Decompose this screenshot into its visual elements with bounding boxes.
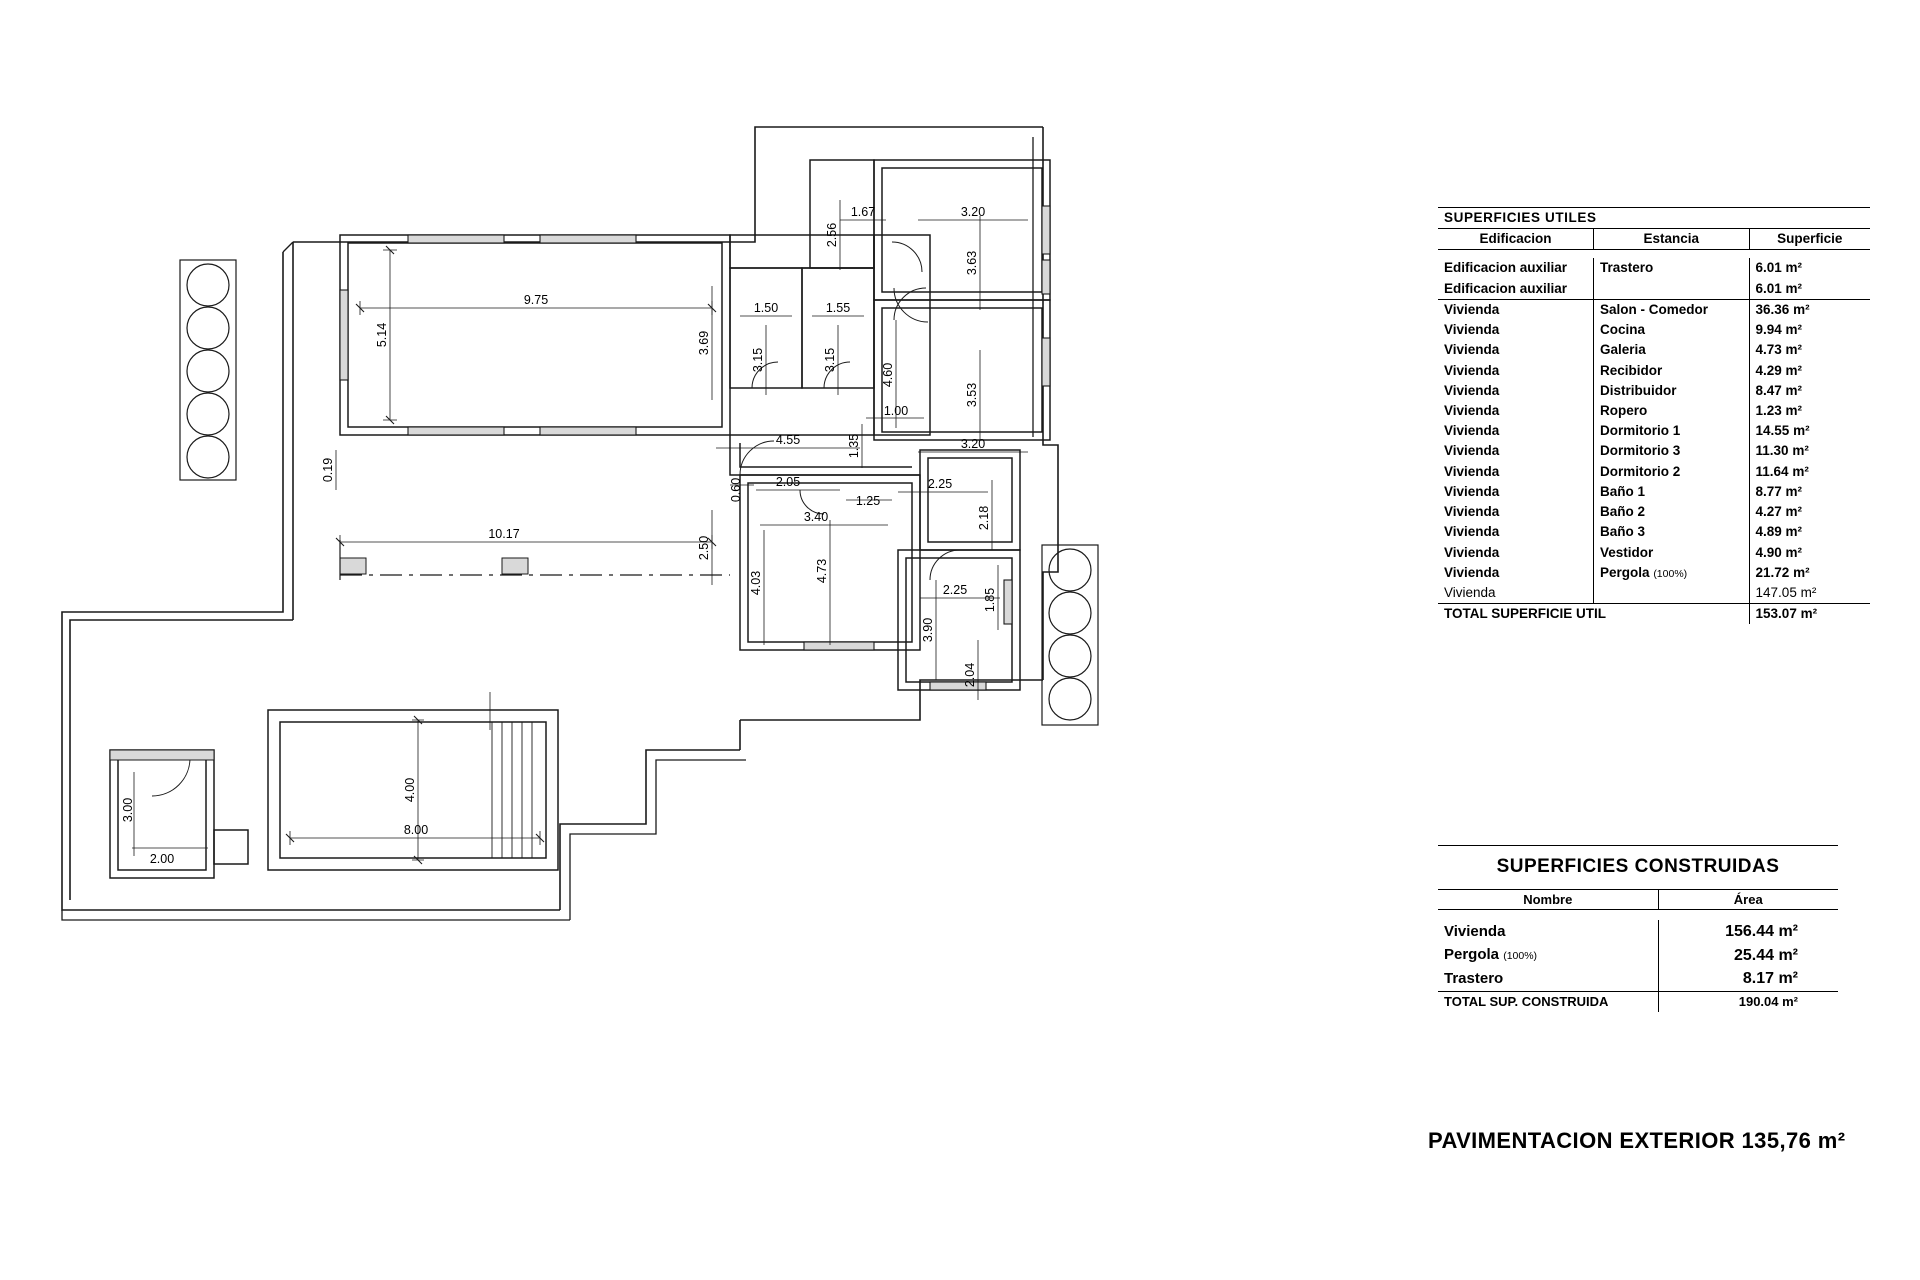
dim-2-18: 2.18 [977,505,991,531]
cell-edificacion: Vivienda [1438,381,1594,401]
salon-walls [340,235,730,435]
construidas-header-row [1438,889,1838,910]
cell-estancia: Recibidor [1594,361,1750,381]
dim-1-67: 1.67 [850,205,876,219]
cell-edificacion: Vivienda [1438,563,1594,583]
cell-area: 25.44 m² [1733,946,1798,964]
table-row [1438,944,1838,968]
dim-3-90: 3.90 [921,617,935,643]
table-row [1438,320,1870,340]
dim-9-75: 9.75 [523,293,549,307]
cell-superficie: 21.72 m² [1755,564,1810,580]
table-row [1438,920,1838,944]
cell-edificacion: Vivienda [1438,502,1594,522]
dim-3-15-b: 3.15 [823,347,837,373]
nombre-label: Vivienda [1444,922,1506,940]
dim-2-50: 2.50 [697,535,711,561]
terrace-step-inner [570,760,746,920]
dim-1-50: 1.50 [753,301,779,315]
superficies-construidas-table [1438,845,1838,1012]
dim-3-63: 3.63 [965,250,979,276]
cell-estancia: Dormitorio 1 [1594,421,1750,441]
table-row [1438,502,1870,522]
table-row [1438,462,1870,482]
utiles-title: SUPERFICIES UTILES [1438,208,1870,229]
cell-nombre [1438,944,1658,968]
dim-1-25: 1.25 [855,494,881,508]
floor-plan [40,20,1400,1260]
dim-8-00: 8.00 [403,823,429,837]
table-row [1438,967,1838,991]
cell-edificacion: Vivienda [1438,543,1594,563]
construidas-title: SUPERFICIES CONSTRUIDAS [1438,846,1838,890]
table-row [1438,522,1870,542]
cell-superficie: 8.77 m² [1755,483,1803,499]
cell-superficie: 4.90 m² [1755,544,1803,560]
cell-estancia [1594,279,1750,300]
table-row [1438,340,1870,360]
nombre-label: Pergola [1444,946,1500,964]
cell-estancia: Baño 1 [1594,482,1750,502]
dim-2-25-a: 2.25 [927,477,953,491]
dim-2-05: 2.05 [775,475,801,489]
table-row [1438,258,1870,278]
estancia-label: Pergola [1600,564,1650,580]
utiles-total-label: TOTAL SUPERFICIE UTIL [1438,604,1749,625]
cell-superficie: 1.23 m² [1755,402,1803,418]
lower-windows [804,580,1012,690]
construidas-col-nombre: Nombre [1438,889,1658,910]
dim-1-85: 1.85 [983,587,997,613]
cell-estancia [1594,563,1750,583]
tree-row-left [180,260,236,480]
table-row [1438,361,1870,381]
construidas-total-label: TOTAL SUP. CONSTRUIDA [1438,991,1658,1011]
cell-superficie: 11.30 m² [1755,443,1809,459]
corridor-walls [730,435,920,475]
dim-5-14: 5.14 [375,322,389,348]
table-row [1438,482,1870,502]
cell-edificacion: Vivienda [1438,441,1594,461]
cell-estancia: Salon - Comedor [1594,299,1750,320]
cell-edificacion: Edificacion auxiliar [1438,279,1594,300]
cell-superficie: 6.01 m² [1755,260,1803,276]
cell-area: 156.44 m² [1725,923,1798,941]
dim-4-60: 4.60 [881,362,895,388]
table-row [1438,299,1870,320]
cell-estancia: Distribuidor [1594,381,1750,401]
table-row [1438,279,1870,300]
dim-3-69: 3.69 [697,330,711,356]
terrace-corner-1 [283,242,293,252]
cell-estancia: Baño 3 [1594,522,1750,542]
terrace-outline-inner [62,252,560,910]
table-row [1438,421,1870,441]
dim-10-17: 10.17 [488,527,520,541]
dim-2-25-b: 2.25 [942,583,968,597]
construidas-col-area: Área [1658,889,1838,910]
pavimentacion-exterior-note: PAVIMENTACION EXTERIOR 135,76 m² [1428,1128,1846,1153]
cell-edificacion: Vivienda [1438,320,1594,340]
floor-plan-svg [40,20,1400,1260]
utiles-col-estancia: Estancia [1594,229,1750,250]
cell-estancia [1594,583,1750,604]
dim-1-00: 1.00 [883,404,909,418]
cell-nombre [1438,967,1658,991]
construidas-total-value: 190.04 m² [1738,993,1798,1009]
dim-3-20-b: 3.20 [960,437,986,451]
cell-superficie: 14.55 m² [1755,423,1810,439]
cell-area: 8.17 m² [1742,970,1798,988]
dim-3-40: 3.40 [803,510,829,524]
table-row [1438,441,1870,461]
cell-edificacion: Vivienda [1438,583,1594,604]
superficies-utiles-table [1438,207,1870,624]
cell-edificacion: Vivienda [1438,522,1594,542]
cell-estancia: Dormitorio 3 [1594,441,1750,461]
table-row [1438,401,1870,421]
pergola-post-2 [502,558,528,574]
dim-4-00: 4.00 [403,777,417,803]
cell-estancia: Galeria [1594,340,1750,360]
cell-superficie: 4.89 m² [1755,524,1803,540]
terrace-bottom [62,910,570,920]
cell-superficie: 9.94 m² [1755,322,1803,338]
cell-superficie: 36.36 m² [1755,301,1810,317]
cell-superficie: 4.73 m² [1755,342,1803,358]
terrace-right-lower [740,680,1043,720]
utiles-col-superficie: Superficie [1749,229,1870,250]
dim-4-73: 4.73 [815,558,829,584]
dim-2-56: 2.56 [825,222,839,248]
dim-1-55: 1.55 [825,301,851,315]
dim-4-55: 4.55 [775,433,801,447]
dim-0-19: 0.19 [321,457,335,483]
cell-estancia: Baño 2 [1594,502,1750,522]
cell-edificacion: Vivienda [1438,401,1594,421]
dim-2-04: 2.04 [963,662,977,688]
cell-superficie: 4.27 m² [1755,504,1803,520]
table-row [1438,563,1870,583]
terrace-step [560,750,740,910]
pergola-post-1 [340,558,366,574]
utiles-col-edificacion: Edificacion [1438,229,1594,250]
dimension-ticks [286,246,716,864]
cell-nombre [1438,920,1658,944]
nombre-note: (100%) [1503,950,1538,963]
dim-2-00: 2.00 [149,852,175,866]
plot-boundary [288,124,1040,680]
dim-1-35: 1.35 [847,433,861,459]
dim-3-53: 3.53 [965,382,979,408]
cell-edificacion: Vivienda [1438,299,1594,320]
cell-edificacion: Vivienda [1438,482,1594,502]
cell-estancia: Cocina [1594,320,1750,340]
table-row [1438,381,1870,401]
cell-superficie: 11.64 m² [1755,463,1809,479]
dim-3-00: 3.00 [121,797,135,823]
cell-edificacion: Vivienda [1438,361,1594,381]
utiles-header-row [1438,229,1870,250]
cell-superficie: 8.47 m² [1755,382,1803,398]
cell-superficie: 147.05 m² [1755,584,1817,600]
dim-4-03: 4.03 [749,570,763,596]
cell-edificacion: Edificacion auxiliar [1438,258,1594,278]
utiles-total-value: 153.07 m² [1755,606,1818,622]
cell-estancia: Dormitorio 2 [1594,462,1750,482]
dim-3-15-a: 3.15 [751,347,765,373]
estancia-note: (100%) [1653,567,1688,580]
cell-estancia: Vestidor [1594,543,1750,563]
cell-edificacion: Vivienda [1438,421,1594,441]
nombre-label: Trastero [1444,970,1504,988]
cell-estancia: Trastero [1594,258,1750,278]
cell-edificacion: Vivienda [1438,340,1594,360]
dim-3-20-a: 3.20 [960,205,986,219]
cell-edificacion: Vivienda [1438,462,1594,482]
cell-estancia: Ropero [1594,401,1750,421]
utiles-total-row [1438,604,1870,625]
cell-superficie: 6.01 m² [1755,280,1803,296]
table-row [1438,543,1870,563]
dim-0-60: 0.60 [729,477,743,503]
table-row [1438,583,1870,604]
construidas-total-row [1438,991,1838,1011]
terrace-outline-top [293,127,1043,242]
cell-superficie: 4.29 m² [1755,362,1803,378]
